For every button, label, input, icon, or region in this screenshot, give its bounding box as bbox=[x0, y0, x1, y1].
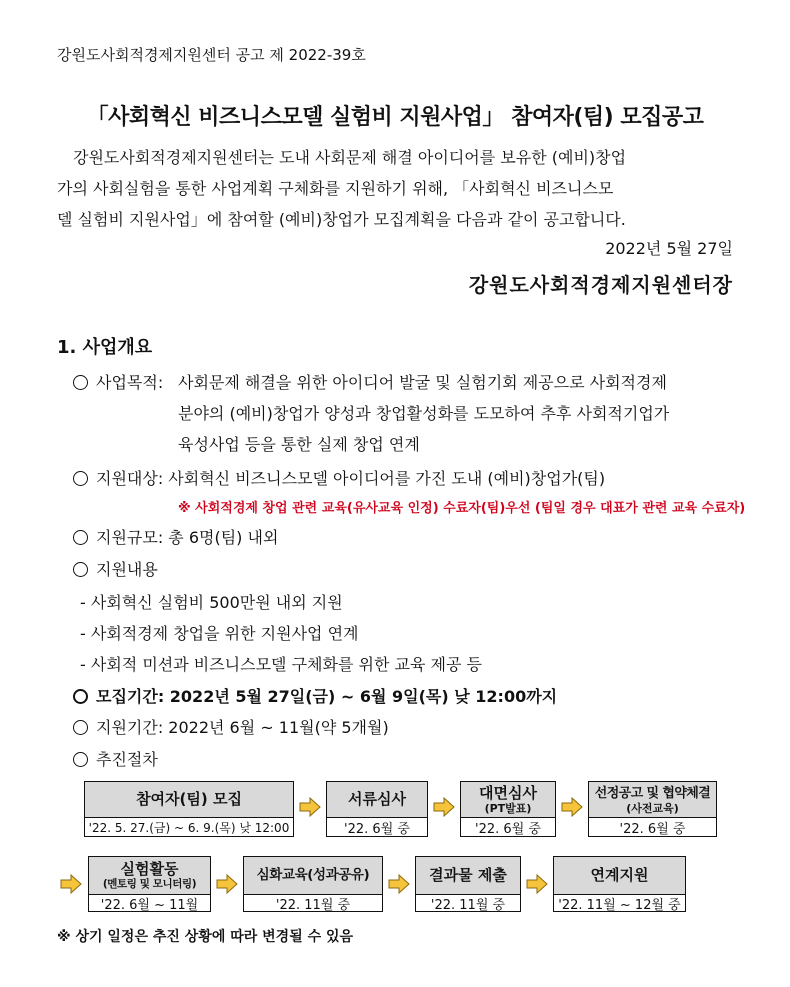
flow-step-title: 참여자(팀) 모집 bbox=[136, 790, 242, 808]
arrow-right-icon bbox=[433, 797, 455, 817]
document-title: 「사회혁신 비즈니스모델 실험비 지원사업」 참여자(팀) 모집공고 bbox=[86, 105, 704, 130]
intro-line-2: 가의 사회실험을 통한 사업계획 구체화를 지원하기 위해, 「사회혁신 비즈니스모 bbox=[57, 179, 614, 198]
procedure-row bbox=[73, 747, 158, 770]
circle-bullet-icon bbox=[73, 562, 88, 577]
flow-step-title: 선정공고 및 협약체결 bbox=[594, 785, 711, 801]
flow-step-title: 대면심사 bbox=[479, 783, 537, 802]
content-label: 지원내용 bbox=[96, 560, 158, 579]
procedure-label: 추진절차 bbox=[96, 750, 158, 769]
recruit-period-text: 모집기간: 2022년 5월 27일(금) ~ 6월 9일(목) 낮 12:00까지 bbox=[96, 687, 558, 706]
flow-step-subtitle: (사전교육) bbox=[626, 801, 679, 815]
organization-name: 강원도사회적경제지원센터장 bbox=[468, 273, 733, 297]
intro-line-1: 강원도사회적경제지원센터는 도내 사회문제 해결 아이디어를 보유한 (예비)창업 bbox=[73, 148, 627, 167]
flow-step-selection bbox=[588, 781, 717, 837]
flow-step-result-submission bbox=[415, 856, 521, 912]
scale-text: 지원규모: 총 6명(팀) 내외 bbox=[96, 528, 279, 547]
arrow-right-icon bbox=[388, 874, 410, 894]
purpose-line-2: 분야의 (예비)창업가 양성과 창업활성화를 도모하여 추후 사회적기업가 bbox=[178, 404, 670, 423]
recruit-period-row bbox=[73, 684, 557, 707]
purpose-line-1: 사회문제 해결을 위한 아이디어 발굴 및 실험기회 제공으로 사회적경제 bbox=[178, 373, 667, 392]
flow-step-advanced-education bbox=[243, 856, 383, 912]
arrow-right-icon bbox=[60, 874, 82, 894]
flow-step-title: 서류심사 bbox=[348, 790, 406, 808]
circle-bullet-icon bbox=[73, 471, 88, 486]
support-period-text: 지원기간: 2022년 6월 ~ 11월(약 5개월) bbox=[96, 718, 389, 737]
flow-step-date: '22. 6월 ~ 11월 bbox=[100, 897, 199, 913]
target-note: ※ 사회적경제 창업 관련 교육(유사교육 인정) 수료자(팀)우선 (팀일 경우 대표가 관련 교육 수료자) bbox=[178, 501, 746, 516]
target-row bbox=[73, 466, 605, 489]
flow-step-experiment bbox=[88, 856, 211, 912]
purpose-row bbox=[73, 370, 163, 393]
arrow-right-icon bbox=[561, 797, 583, 817]
flow-step-title: 연계지원 bbox=[590, 866, 649, 884]
flow-step-interview bbox=[460, 781, 556, 837]
arrow-right-icon bbox=[299, 797, 321, 817]
target-text: 지원대상: 사회혁신 비즈니스모델 아이디어를 가진 도내 (예비)창업가(팀) bbox=[96, 469, 606, 488]
flow-step-linked-support bbox=[553, 856, 686, 912]
content-item: - 사회혁신 실험비 500만원 내외 지원 bbox=[80, 593, 343, 612]
notice-date: 2022년 5월 27일 bbox=[605, 239, 733, 258]
intro-paragraph bbox=[57, 142, 734, 235]
flow-step-title: 실험활동 bbox=[120, 859, 179, 878]
circle-bullet-icon bbox=[73, 689, 88, 704]
purpose-label: 사업목적: bbox=[96, 373, 164, 392]
section-title: 1. 사업개요 bbox=[57, 337, 153, 358]
flow-step-recruit bbox=[84, 781, 294, 837]
intro-line-3: 델 실험비 지원사업」에 참여할 (예비)창업가 모집계획을 다음과 같이 공고합니다. bbox=[57, 210, 626, 229]
flow-step-date: '22. 6월 중 bbox=[475, 821, 541, 837]
notice-number: 강원도사회적경제지원센터 공고 제 2022-39호 bbox=[57, 46, 366, 64]
flow-step-date: '22. 6월 중 bbox=[619, 821, 686, 837]
circle-bullet-icon bbox=[73, 720, 88, 735]
flow-step-date: '22. 11월 ~ 12월 중 bbox=[558, 897, 681, 913]
arrow-right-icon bbox=[526, 874, 548, 894]
flow-step-date: '22. 11월 중 bbox=[430, 897, 506, 913]
content-item: - 사회적경제 창업을 위한 지원사업 연계 bbox=[80, 624, 359, 643]
purpose-line-3: 육성사업 등을 통한 실제 창업 연계 bbox=[178, 435, 420, 454]
flow-step-document-review bbox=[326, 781, 428, 837]
flow-step-subtitle: (멘토링 및 모니터링) bbox=[102, 877, 197, 890]
footnote: ※ 상기 일정은 추진 상황에 따라 변경될 수 있음 bbox=[57, 929, 354, 945]
flow-step-subtitle: (PT발표) bbox=[484, 801, 532, 815]
scale-row bbox=[73, 525, 278, 548]
flow-step-title: 심화교육(성과공유) bbox=[256, 867, 370, 883]
flow-step-date: '22. 6월 중 bbox=[344, 821, 410, 837]
content-row bbox=[73, 557, 158, 580]
support-period-row bbox=[73, 715, 389, 738]
flow-step-title: 결과물 제출 bbox=[429, 866, 507, 884]
arrow-right-icon bbox=[216, 874, 238, 894]
circle-bullet-icon bbox=[73, 530, 88, 545]
flow-step-date: '22. 5. 27.(금) ~ 6. 9.(목) 낮 12:00 bbox=[88, 820, 290, 835]
circle-bullet-icon bbox=[73, 375, 88, 390]
content-item: - 사회적 미션과 비즈니스모델 구체화를 위한 교육 제공 등 bbox=[80, 655, 482, 674]
flow-step-date: '22. 11월 중 bbox=[275, 897, 351, 913]
circle-bullet-icon bbox=[73, 752, 88, 767]
